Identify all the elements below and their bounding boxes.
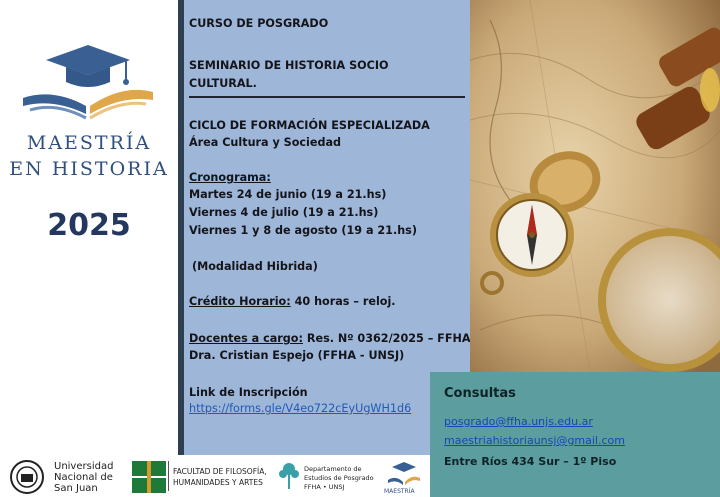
schedule-date: Viernes 4 de julio (19 a 21.hs) xyxy=(189,206,379,219)
brand-title-line1: MAESTRÍA xyxy=(26,132,152,154)
vintage-map-compass-photo xyxy=(470,0,720,372)
ffha-name-line1: FACULTAD DE FILOSOFÍA, xyxy=(173,467,267,476)
credit-value: 40 horas – reloj. xyxy=(290,295,396,308)
schedule-date: Martes 24 de junio (19 a 21.hs) xyxy=(189,188,387,201)
maestria-small-logo-icon xyxy=(386,460,422,486)
unsj-name-line2: Nacional de xyxy=(54,472,113,483)
docentes-label: Docentes a cargo: xyxy=(189,332,303,345)
footer-logos xyxy=(0,455,430,497)
signup-label: Link de Inscripción xyxy=(189,386,308,399)
dept-name-line1: Departamento de xyxy=(304,465,362,473)
contact-panel xyxy=(430,372,720,497)
year-label: 2025 xyxy=(47,208,131,243)
contact-email-link[interactable]: posgrado@ffha.unjs.edu.ar xyxy=(444,415,593,428)
footer-separator xyxy=(168,461,169,491)
unsj-name-line1: Universidad xyxy=(54,461,114,472)
credit-label: Crédito Horario: xyxy=(189,295,291,308)
graduation-cap-book-icon xyxy=(18,40,158,120)
course-info-panel xyxy=(184,0,470,455)
dept-name-line2: Estudios de Posgrado xyxy=(304,474,374,482)
schedule-date: Viernes 1 y 8 de agosto (19 a 21.hs) xyxy=(189,224,417,237)
modality-label: (Modalidad Hibrida) xyxy=(192,260,318,273)
cronograma-label: Cronograma: xyxy=(189,171,271,184)
brand-column xyxy=(0,0,178,455)
unsj-seal-icon xyxy=(6,460,48,494)
course-type: CURSO DE POSGRADO xyxy=(189,17,329,30)
course-title-line1: SEMINARIO DE HISTORIA SOCIO xyxy=(189,59,389,72)
area-label: Área Cultura y Sociedad xyxy=(189,136,342,149)
course-title-line2: CULTURAL. xyxy=(189,77,257,90)
contact-title: Consultas xyxy=(444,386,516,401)
unsj-name-line3: San Juan xyxy=(54,483,98,494)
maestria-small-logo-text: MAESTRÍA xyxy=(384,488,415,495)
posgrado-tree-icon xyxy=(278,461,300,491)
contact-email-link[interactable]: maestriahistoriaunsj@gmail.com xyxy=(444,434,625,447)
docentes-resolution: Res. Nº 0362/2025 – FFHA xyxy=(302,332,471,345)
signup-link[interactable]: https://forms.gle/V4eo722cEyUgWH1d6 xyxy=(189,402,412,415)
compass-map-illustration xyxy=(470,0,720,372)
docentes-line xyxy=(189,330,471,347)
dept-name-line3: FFHA • UNSJ xyxy=(304,483,345,491)
credit-line xyxy=(189,293,396,310)
cycle-label: CICLO DE FORMACIÓN ESPECIALIZADA xyxy=(189,119,430,132)
ffha-name-line2: HUMANIDADES Y ARTES xyxy=(173,478,263,487)
ffha-logo-icon xyxy=(132,461,166,493)
brand-title-line2: EN HISTORIA xyxy=(9,158,169,180)
contact-address: Entre Ríos 434 Sur – 1º Piso xyxy=(444,455,617,468)
title-divider xyxy=(189,96,465,98)
docente-name: Dra. Cristian Espejo (FFHA - UNSJ) xyxy=(189,349,405,362)
